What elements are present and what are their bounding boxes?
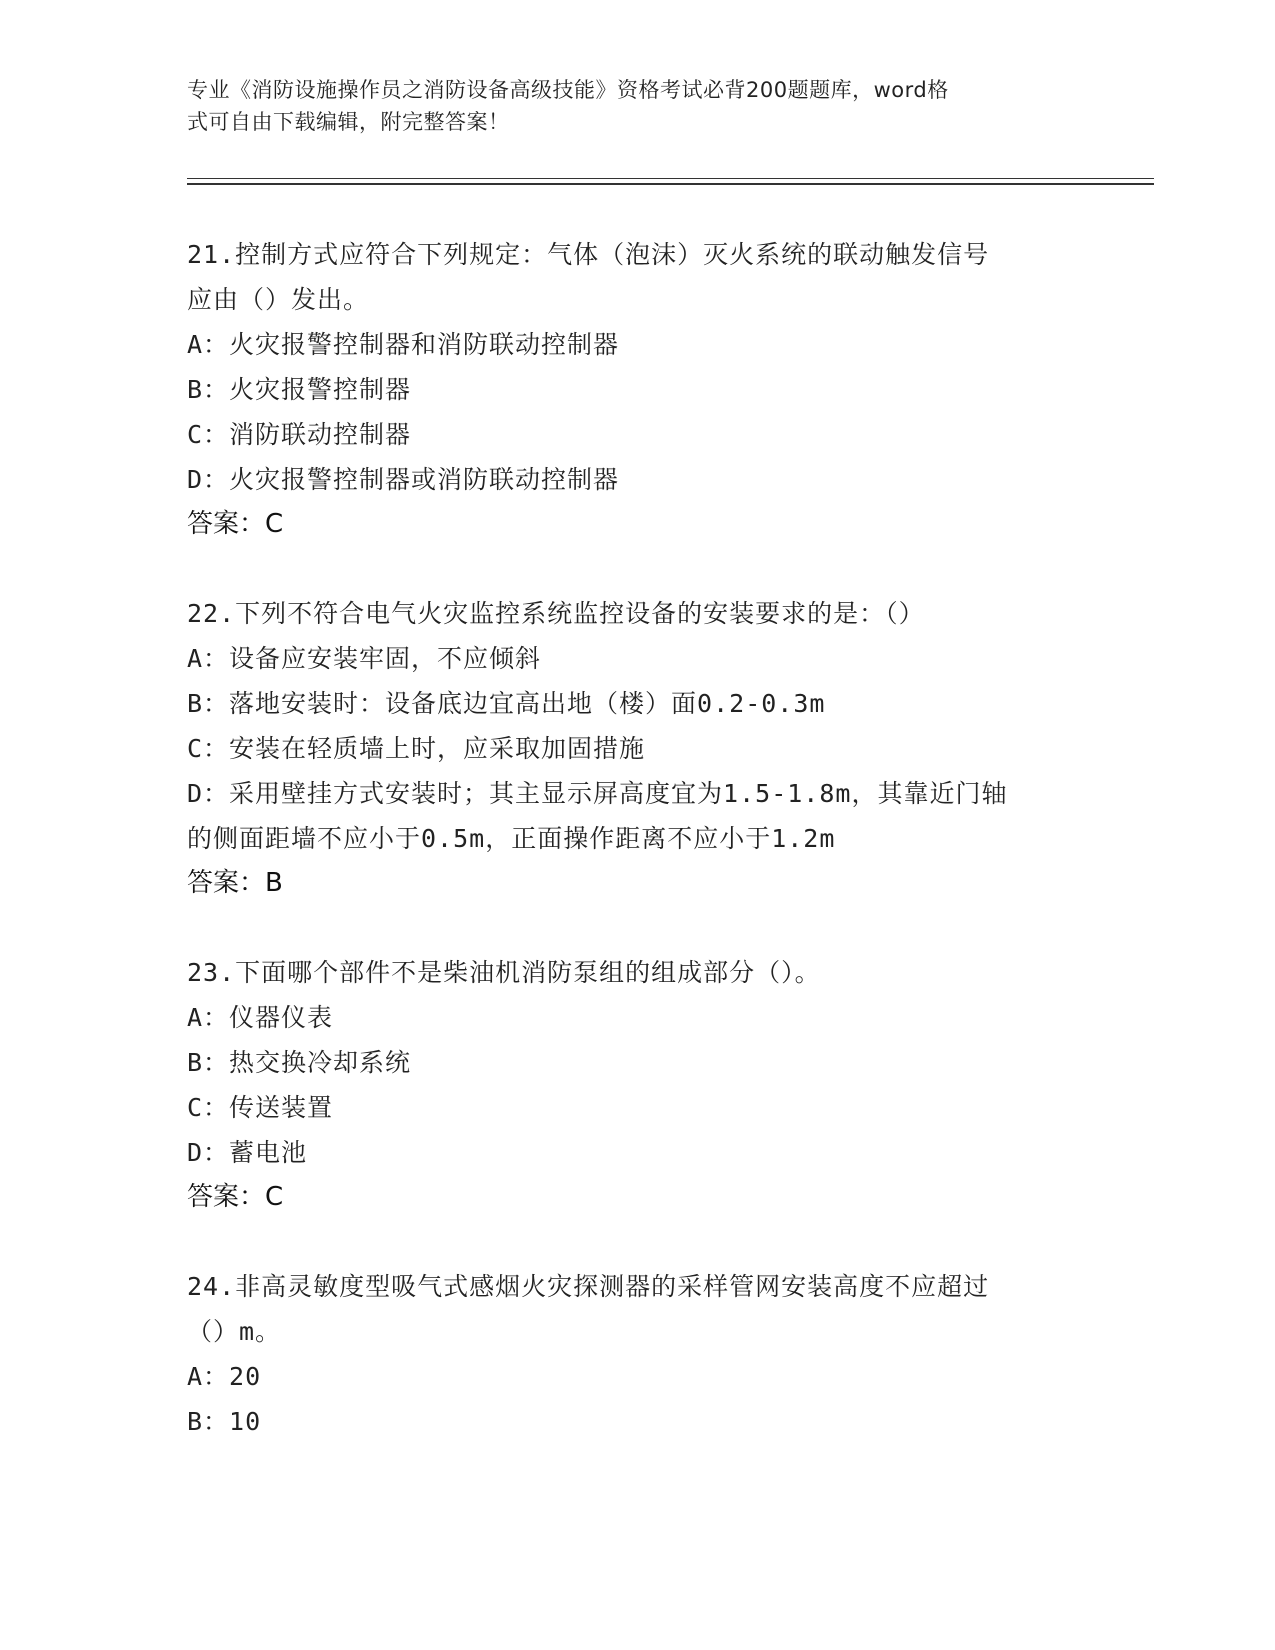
- option-c: C：传送装置: [187, 1093, 334, 1122]
- option-a: A：仪器仪表: [187, 1003, 334, 1032]
- option-d-cont: 的侧面距墙不应小于0.5m，正面操作距离不应小于1.2m: [187, 824, 836, 853]
- option-a: A：20: [187, 1362, 262, 1391]
- header-line-2: 式可自由下载编辑，附完整答案！: [187, 110, 510, 134]
- option-c: C：消防联动控制器: [187, 420, 412, 449]
- option-a: A：设备应安装牢固，不应倾斜: [187, 644, 542, 673]
- option-d: D：火灾报警控制器或消防联动控制器: [187, 465, 620, 494]
- question-text: 24.非高灵敏度型吸气式感烟火灾探测器的采样管网安装高度不应超过: [187, 1272, 990, 1301]
- option-d: D：采用壁挂方式安装时；其主显示屏高度宜为1.5-1.8m，其靠近门轴: [187, 779, 1008, 808]
- question-24: [187, 1264, 1087, 1444]
- answer: 答案：C: [187, 509, 284, 539]
- question-22: [187, 591, 1087, 906]
- option-d: D：蓄电池: [187, 1138, 308, 1167]
- question-23: [187, 950, 1087, 1220]
- question-text-cont: （）m。: [187, 1317, 282, 1346]
- option-b: B：火灾报警控制器: [187, 375, 412, 404]
- answer: 答案：B: [187, 868, 283, 898]
- question-text-cont: 应由（）发出。: [187, 285, 370, 314]
- document-header: [187, 74, 1087, 138]
- question-21: [187, 232, 1087, 547]
- header-line-1: 专业《消防设施操作员之消防设备高级技能》资格考试必背200题题库，word格: [187, 78, 949, 102]
- option-a: A：火灾报警控制器和消防联动控制器: [187, 330, 620, 359]
- question-text: 22.下列不符合电气火灾监控系统监控设备的安装要求的是：（）: [187, 599, 925, 628]
- option-c: C：安装在轻质墙上时，应采取加固措施: [187, 734, 646, 763]
- header-divider-thin: [187, 178, 1154, 179]
- question-text: 23.下面哪个部件不是柴油机消防泵组的组成部分（）。: [187, 958, 821, 987]
- question-list: [187, 232, 1087, 1488]
- question-text: 21.控制方式应符合下列规定：气体（泡沫）灭火系统的联动触发信号: [187, 240, 990, 269]
- option-b: B：落地安装时：设备底边宜高出地（楼）面0.2-0.3m: [187, 689, 826, 718]
- option-b: B：热交换冷却系统: [187, 1048, 412, 1077]
- answer: 答案：C: [187, 1182, 284, 1212]
- option-b: B：10: [187, 1407, 262, 1436]
- header-divider-thick: [187, 183, 1154, 185]
